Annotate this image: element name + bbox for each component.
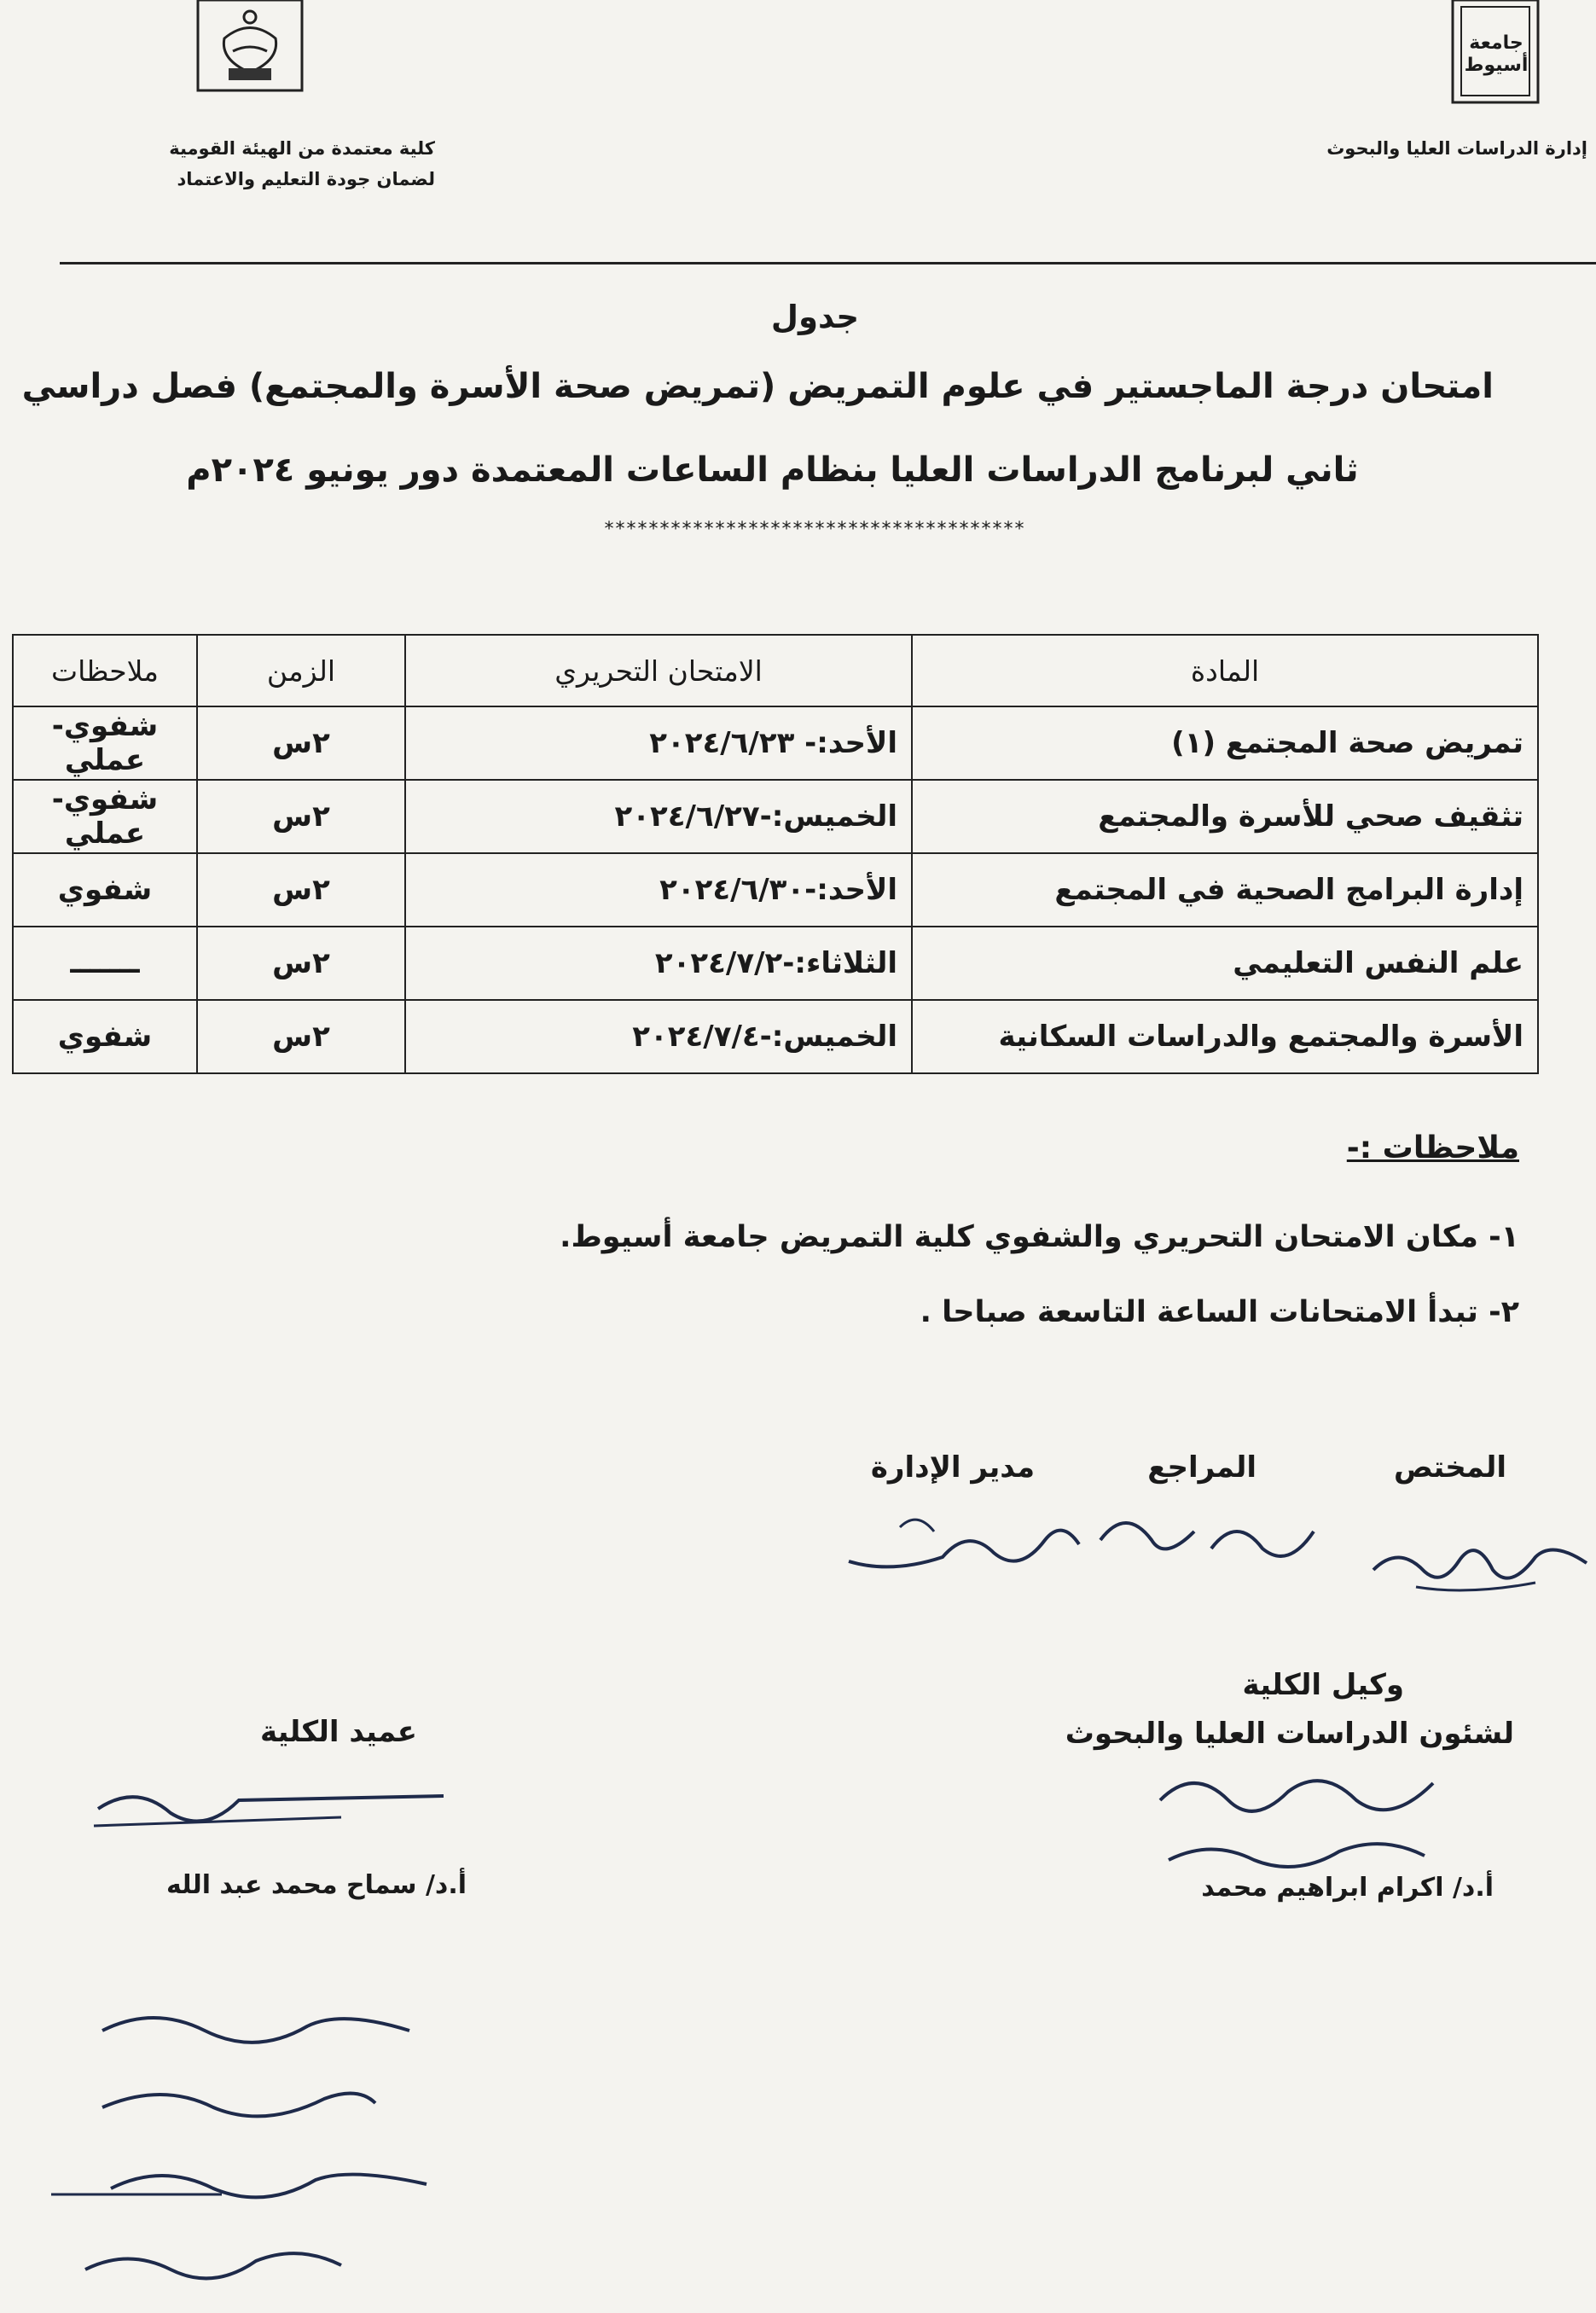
- note-item: ٢- تبدأ الامتحانات الساعة التاسعة صباحا .: [920, 1295, 1519, 1329]
- cell-exam-date: الأحد:-٢٠٢٤/٦/٣٠: [405, 853, 912, 927]
- col-header-subject: المادة: [912, 635, 1538, 706]
- dean-name: أ.د/ سماح محمد عبد الله: [166, 1870, 467, 1900]
- cell-subject: تثقيف صحي للأسرة والمجتمع: [912, 780, 1538, 853]
- department-name: إدارة الدراسات العليا والبحوث: [1326, 138, 1587, 159]
- note-item: ١- مكان الامتحان التحريري والشفوي كلية التمريض جامعة أسيوط.: [560, 1220, 1519, 1254]
- university-logo: [1444, 0, 1547, 107]
- cell-notes: شفوي: [13, 1000, 197, 1073]
- logo-text: جامعة أسيوط: [1464, 32, 1529, 76]
- col-header-exam: الامتحان التحريري: [405, 635, 912, 706]
- table-header-row: [13, 635, 1538, 706]
- title-stars: **************************************: [604, 519, 1026, 540]
- dean-title: عميد الكلية: [260, 1715, 417, 1749]
- cell-subject: علم النفس التعليمي: [912, 927, 1538, 1000]
- table-row: [13, 927, 1538, 1000]
- notes-heading: ملاحظات :-: [1346, 1130, 1519, 1165]
- director-label: مدير الإدارة: [870, 1450, 1035, 1485]
- cell-subject: الأسرة والمجتمع والدراسات السكانية: [912, 1000, 1538, 1073]
- cell-notes: ـــــــ: [13, 927, 197, 1000]
- cell-exam-date: الخميس:-٢٠٢٤/٧/٤: [405, 1000, 912, 1073]
- vice-dean-name: أ.د/ اكرام ابراهيم محمد: [1201, 1873, 1494, 1903]
- faculty-emblem: [194, 0, 305, 94]
- exam-schedule-table: [12, 634, 1539, 1074]
- table-row: [13, 1000, 1538, 1073]
- cell-subject: إدارة البرامج الصحية في المجتمع: [912, 853, 1538, 927]
- doc-title-word: جدول: [770, 299, 860, 335]
- doc-title-line2: ثاني لبرنامج الدراسات العليا بنظام الساعات المعتمدة دور يونيو ٢٠٢٤م: [186, 450, 1359, 490]
- cell-exam-date: الخميس:-٢٠٢٤/٦/٢٧: [405, 780, 912, 853]
- handwritten-approval-note: [51, 1996, 478, 2312]
- cell-exam-date: الأحد:- ٢٠٢٤/٦/٢٣: [405, 706, 912, 780]
- accreditation-line2: لضمان جودة التعليم والاعتماد: [177, 169, 435, 189]
- doc-title-line1: امتحان درجة الماجستير في علوم التمريض (تمريض صحة الأسرة والمجتمع) فصل دراسي: [21, 367, 1494, 406]
- cell-duration: ٢س: [197, 1000, 405, 1073]
- cell-notes: شفوي-عملي: [13, 780, 197, 853]
- table-row: [13, 780, 1538, 853]
- accreditation-line1: كلية معتمدة من الهيئة القومية: [169, 138, 435, 159]
- table-row: [13, 706, 1538, 780]
- cell-exam-date: الثلاثاء:-٢٠٢٤/٧/٢: [405, 927, 912, 1000]
- vice-dean-title: وكيل الكلية: [1242, 1668, 1404, 1702]
- specialist-label: المختص: [1394, 1450, 1506, 1485]
- cell-notes: شفوي-عملي: [13, 706, 197, 780]
- cell-duration: ٢س: [197, 706, 405, 780]
- cell-notes: شفوي: [13, 853, 197, 927]
- cell-duration: ٢س: [197, 853, 405, 927]
- dean-signature: [85, 1766, 478, 1843]
- vice-dean-subtitle: لشئون الدراسات العليا والبحوث: [1065, 1717, 1514, 1751]
- header-divider: [60, 262, 1596, 264]
- table-row: [13, 853, 1538, 927]
- cell-subject: تمريض صحة المجتمع (١): [912, 706, 1538, 780]
- col-header-time: الزمن: [197, 635, 405, 706]
- director-signature: [840, 1493, 1088, 1587]
- col-header-notes: ملاحظات: [13, 635, 197, 706]
- vice-dean-signature: [1143, 1758, 1484, 1886]
- cell-duration: ٢س: [197, 927, 405, 1000]
- reviewer-signature: [1083, 1489, 1331, 1583]
- specialist-signature: [1365, 1510, 1595, 1604]
- cell-duration: ٢س: [197, 780, 405, 853]
- reviewer-label: المراجع: [1147, 1450, 1256, 1485]
